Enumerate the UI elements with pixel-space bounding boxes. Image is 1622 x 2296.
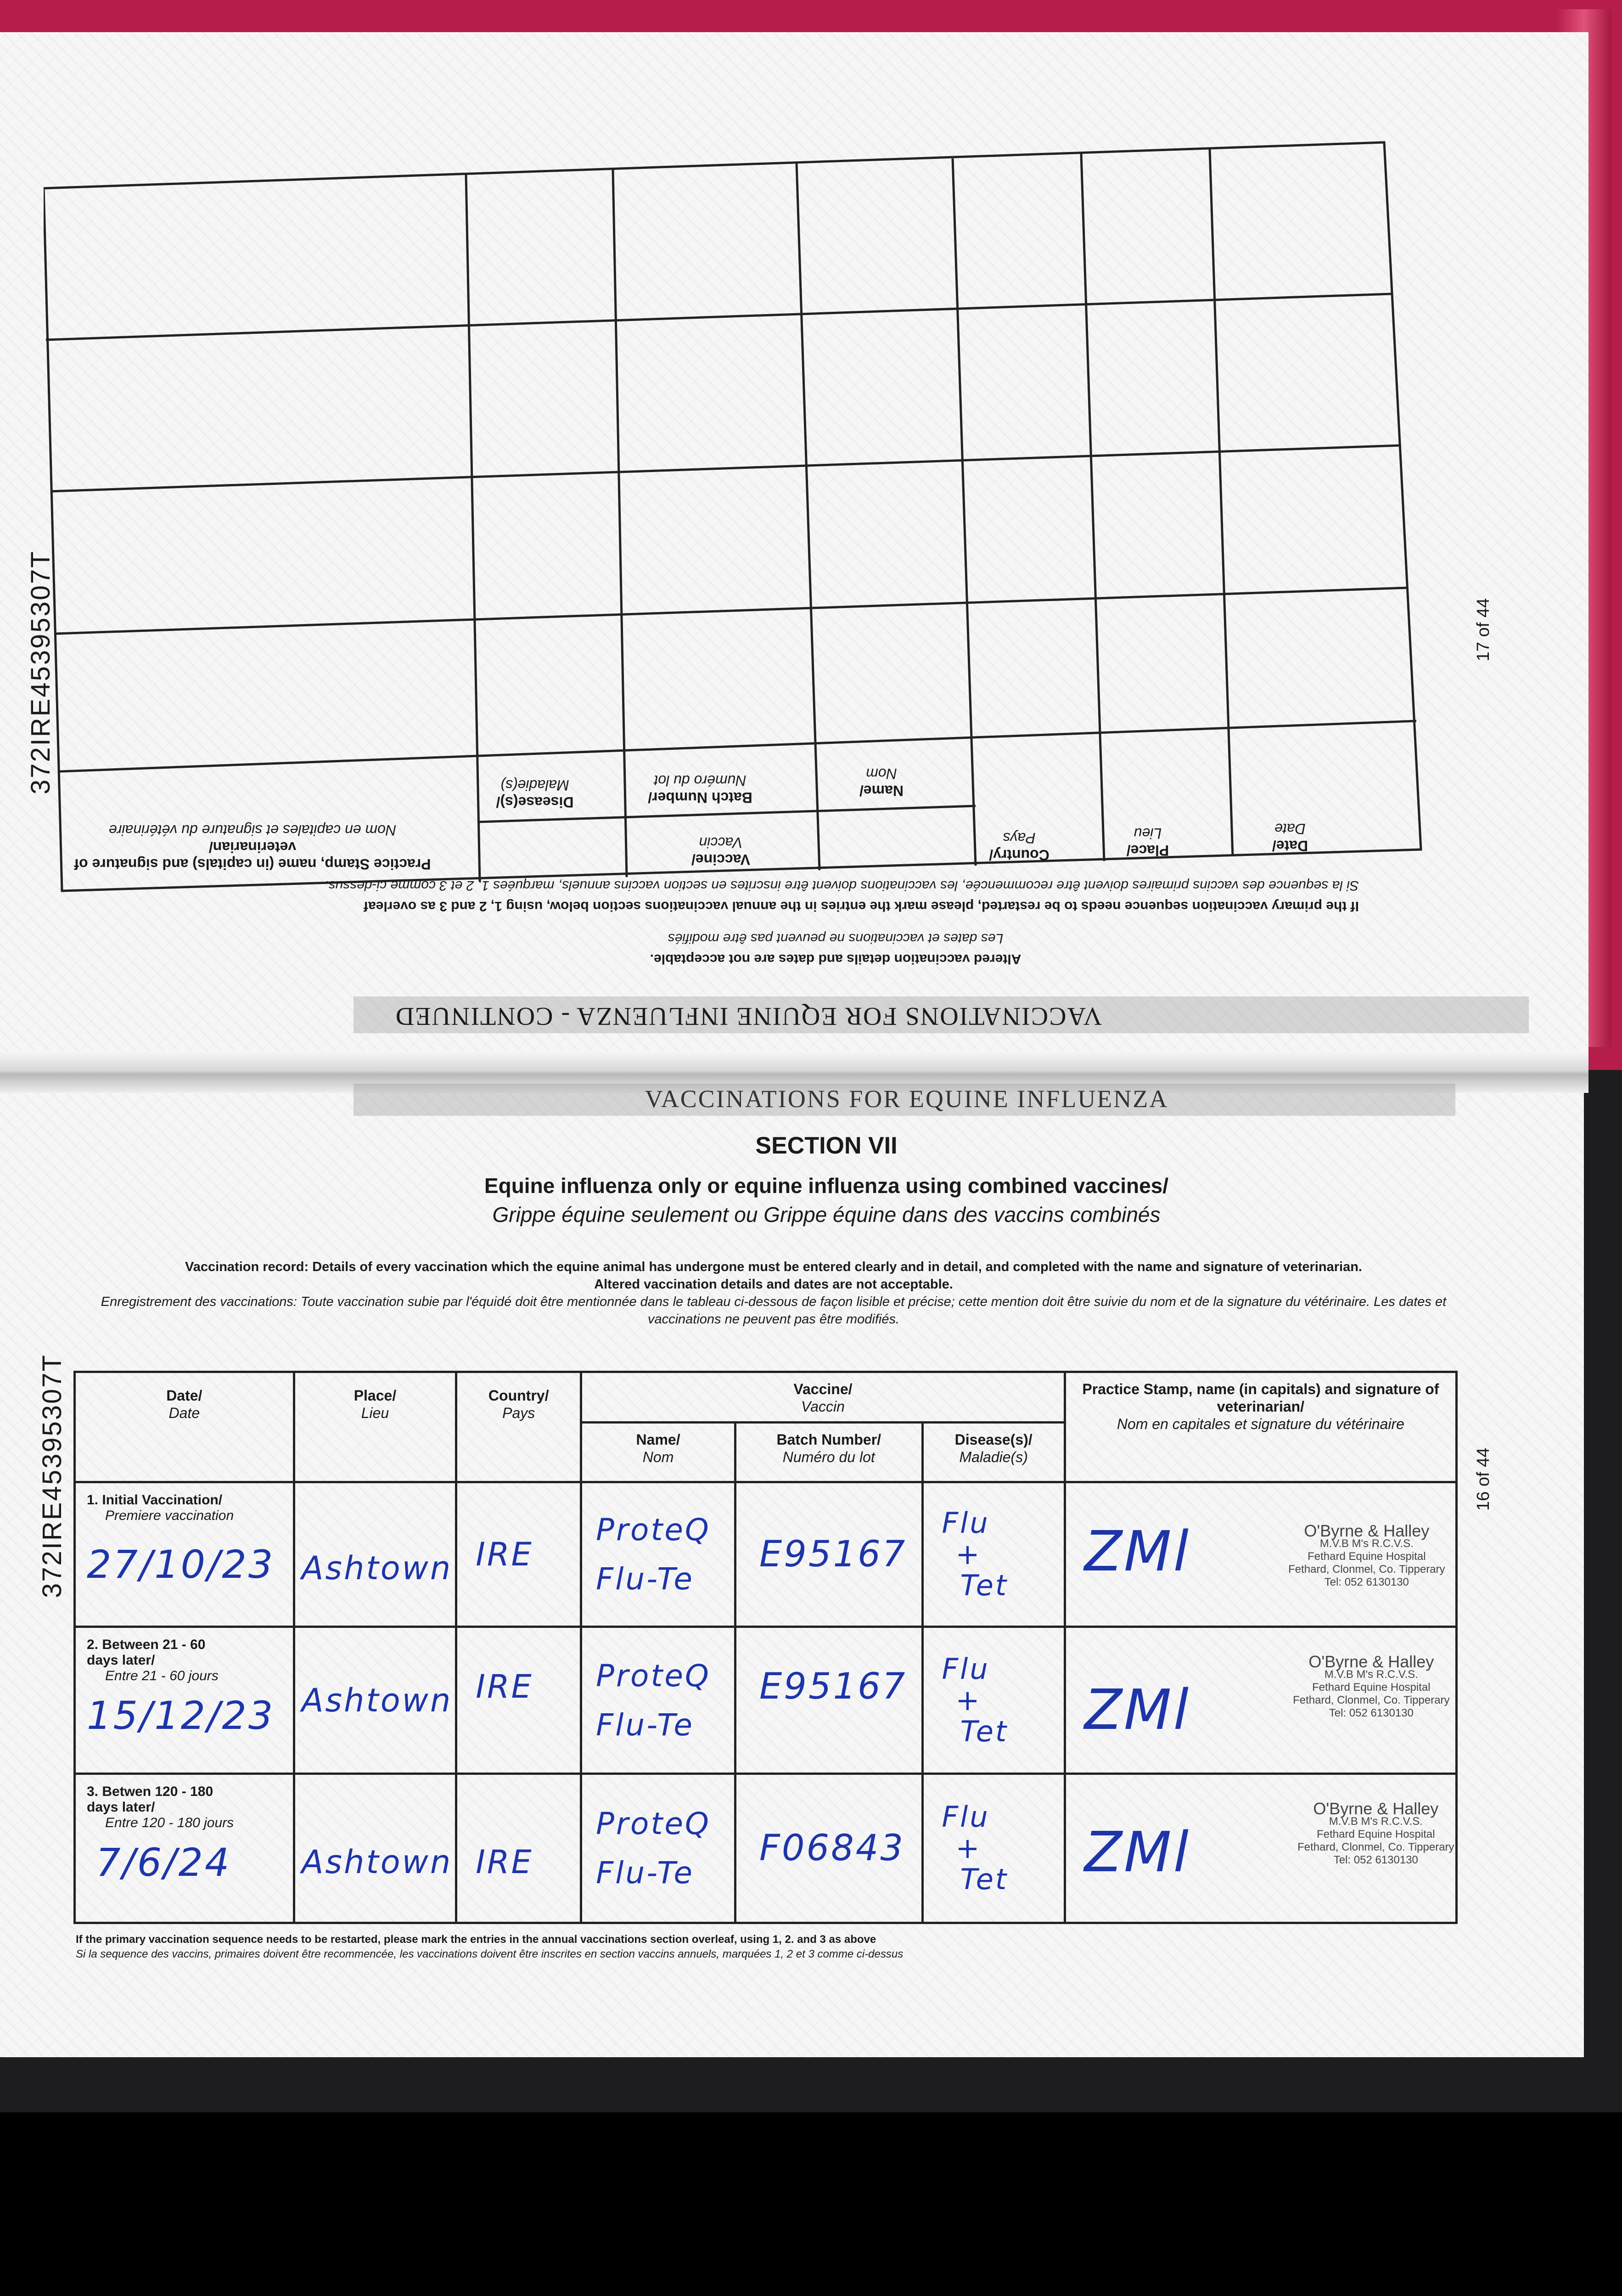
record-block [85, 1258, 1462, 1328]
row3-practice-stamp: O'Byrne & Halley M.V.B M's R.C.V.S. Fethard Equine Hospital Fethard, Clonmel, Co. Tipperary Tel: 052 6130130 [1297, 1799, 1454, 1866]
row1-name-cell [581, 1482, 735, 1627]
row2-disease-line3: Tet [960, 1714, 1009, 1748]
row2-practice-stamp: O'Byrne & Halley M.V.B M's R.C.V.S. Fethard Equine Hospital Fethard, Clonmel, Co. Tipperary Tel: 052 6130130 [1293, 1652, 1450, 1719]
passport-id-upper: 372IRE45395307T [26, 550, 56, 794]
vaccination-table [73, 1371, 1458, 1924]
row1-label: 1. Initial Vaccination/ [87, 1492, 223, 1508]
header-country: Country/ Pays [456, 1372, 581, 1482]
row2-stamp-cell [1065, 1627, 1456, 1774]
upper-col-name: Name/ Nom [859, 765, 904, 799]
row3-place-cell [294, 1774, 456, 1923]
row2-signature: ZMl [1084, 1678, 1190, 1742]
upper-restart-fr: Si la sequence des vaccins primaires doivent être recommencée, les vaccinations doivent être inscrites en section vaccins annuels, marquées 1, 2 et 3 comme ci-dessus. [325, 878, 1359, 893]
row1-signature: ZMl [1084, 1520, 1190, 1584]
row1-name-line1: ProteQ [596, 1512, 711, 1548]
section-title: SECTION VII [755, 1132, 898, 1159]
upper-restart-en: If the primary vaccination sequence needs to be restarted, please mark the entries in the annual vaccinations section below, using 1, 2 and 3 as overleaf [364, 899, 1359, 914]
header-date: Date/ Date [75, 1372, 294, 1482]
row1-disease-line1: Flu [942, 1506, 990, 1540]
row3-disease-line1: Flu [942, 1800, 990, 1834]
row1-batch-cell [735, 1482, 923, 1627]
row1-country: IRE [476, 1536, 533, 1573]
upper-altered-fr: Les dates et vaccinations ne peuvent pas être modifiés [668, 931, 1004, 946]
row1-stamp-cell [1065, 1482, 1456, 1627]
footer-en: If the primary vaccination sequence needs to be restarted, please mark the entries in the annual vaccinations section overleaf, using 1, 2. and 3 as above [76, 1933, 876, 1946]
row1-date: 27/10/23 [87, 1542, 275, 1587]
header-disease: Disease(s)/ Maladie(s) [922, 1423, 1065, 1482]
row3-disease-line2: + [955, 1831, 982, 1865]
row3-label: 3. Betwen 120 - 180 days later/ [87, 1784, 213, 1815]
passport-id-lower: 372IRE45395307T [37, 1354, 67, 1598]
row1-practice-stamp: O'Byrne & Halley M.V.B M's R.C.V.S. Fethard Equine Hospital Fethard, Clonmel, Co. Tipperary Tel: 052 6130130 [1288, 1521, 1445, 1588]
row2-country: IRE [476, 1667, 533, 1705]
header-name: Name/ Nom [581, 1423, 735, 1482]
upper-col-place: Place/ Lieu [1126, 825, 1169, 859]
row2-place: Ashtown [301, 1681, 453, 1719]
row1-label-fr: Premiere vaccination [105, 1508, 234, 1523]
scan-background [0, 2112, 1622, 2296]
header-batch: Batch Number/ Numéro du lot [735, 1423, 923, 1482]
row1-disease-line2: + [955, 1537, 982, 1571]
row1-batch: E95167 [759, 1534, 907, 1575]
row2-label-fr: Entre 21 - 60 jours [105, 1668, 219, 1683]
row2-disease-line2: + [955, 1683, 982, 1717]
row3-stamp-cell [1065, 1774, 1456, 1923]
row1-country-cell [456, 1482, 581, 1627]
header-vaccine: Vaccine/ Vaccin [581, 1372, 1065, 1423]
row2-batch-cell [735, 1627, 923, 1774]
subtitle-fr: Grippe équine seulement ou Grippe équine dans des vaccins combinés [492, 1203, 1161, 1227]
row3-name-line1: ProteQ [596, 1806, 711, 1841]
row2-date: 15/12/23 [87, 1693, 275, 1738]
upper-col-batch: Batch Number/ Numéro du lot [648, 772, 752, 806]
header-stamp: Practice Stamp, name (in capitals) and signature of veterinarian/ Nom en capitales et signature du vétérinaire [1065, 1372, 1456, 1482]
row1-disease-line3: Tet [960, 1569, 1009, 1602]
row3-date: 7/6/24 [96, 1840, 231, 1885]
table-row [75, 1627, 1457, 1774]
row3-batch: F06843 [759, 1828, 905, 1869]
lower-banner: VACCINATIONS FOR EQUINE INFLUENZA [645, 1085, 1169, 1113]
record-fr-label: Enregistrement des vaccinations: [101, 1294, 297, 1309]
row2-country-cell [456, 1627, 581, 1774]
row3-name-cell [581, 1774, 735, 1923]
page-number-lower: 16 of 44 [1474, 1447, 1493, 1511]
footer-fr: Si la sequence des vaccins, primaires doivent être recommencée, les vaccinations doivent être inscrites en section vaccins annuels, marquées 1, 2 et 3 comme ci-dessus [76, 1948, 904, 1960]
table-header-row [75, 1372, 1457, 1423]
table-row [75, 1482, 1457, 1627]
row2-name-cell [581, 1627, 735, 1774]
row1-place-cell [294, 1482, 456, 1627]
page-number-upper: 17 of 44 [1474, 598, 1493, 661]
record-en2: Altered vaccination details and dates are not acceptable. [594, 1277, 953, 1292]
row2-batch: E95167 [759, 1666, 907, 1707]
header-place: Place/ Lieu [294, 1372, 456, 1482]
row2-disease-cell [922, 1627, 1065, 1774]
record-label: Vaccination record: [185, 1260, 309, 1274]
upper-col-date: Date/ Date [1272, 821, 1308, 854]
row2-name-line1: ProteQ [596, 1658, 711, 1694]
row1-disease-cell [922, 1482, 1065, 1627]
row2-name-line2: Flu-Te [596, 1707, 695, 1743]
row1-name-line2: Flu-Te [596, 1561, 695, 1597]
upper-col-stamp: Practice Stamp, name (in capitals) and signature of veterinarian/ Nom en capitales et signature du vétérinaire [74, 822, 431, 872]
row3-batch-cell [735, 1774, 923, 1923]
row3-country-cell [456, 1774, 581, 1923]
row3-label-fr: Entre 120 - 180 jours [105, 1815, 234, 1830]
table-row [75, 1774, 1457, 1923]
record-en: Details of every vaccination which the equine animal has undergone must be entered clearly and in detail, and completed with the name and signature of veterinarian. [312, 1260, 1362, 1274]
row1-date-cell [75, 1482, 294, 1627]
upper-banner: VACCINATIONS FOR EQUINE INFLUENZA - CONTINUED [394, 1002, 1102, 1030]
row3-disease-cell [922, 1774, 1065, 1923]
subtitle-en: Equine influenza only or equine influenza using combined vaccines/ [484, 1174, 1169, 1198]
upper-col-country: Country/ Pays [989, 830, 1050, 863]
row3-country: IRE [476, 1843, 533, 1881]
upper-altered-en: Altered vaccination details and dates are not acceptable. [650, 951, 1021, 967]
upper-col-disease: Disease(s)/ Maladie(s) [496, 777, 574, 810]
record-fr: Toute vaccination subie par l'équidé doit être mentionnée dans le tableau ci-dessous de façon lisible et précise; cette mention doit être suivie du nom et de la signature du vétérinaire. Les dates et vaccinations ne peuvent pas être modifiés. [301, 1294, 1447, 1327]
row3-disease-line3: Tet [960, 1863, 1009, 1896]
row3-date-cell [75, 1774, 294, 1923]
row3-place: Ashtown [301, 1843, 453, 1881]
upper-col-vaccine: Vaccine/ Vaccin [691, 834, 751, 868]
row1-place: Ashtown [301, 1549, 453, 1587]
row2-place-cell [294, 1627, 456, 1774]
row2-disease-line1: Flu [942, 1652, 990, 1686]
row3-name-line2: Flu-Te [596, 1855, 695, 1891]
row2-date-cell [75, 1627, 294, 1774]
row3-signature: ZMl [1084, 1821, 1190, 1885]
row2-label: 2. Between 21 - 60 days later/ [87, 1637, 206, 1668]
